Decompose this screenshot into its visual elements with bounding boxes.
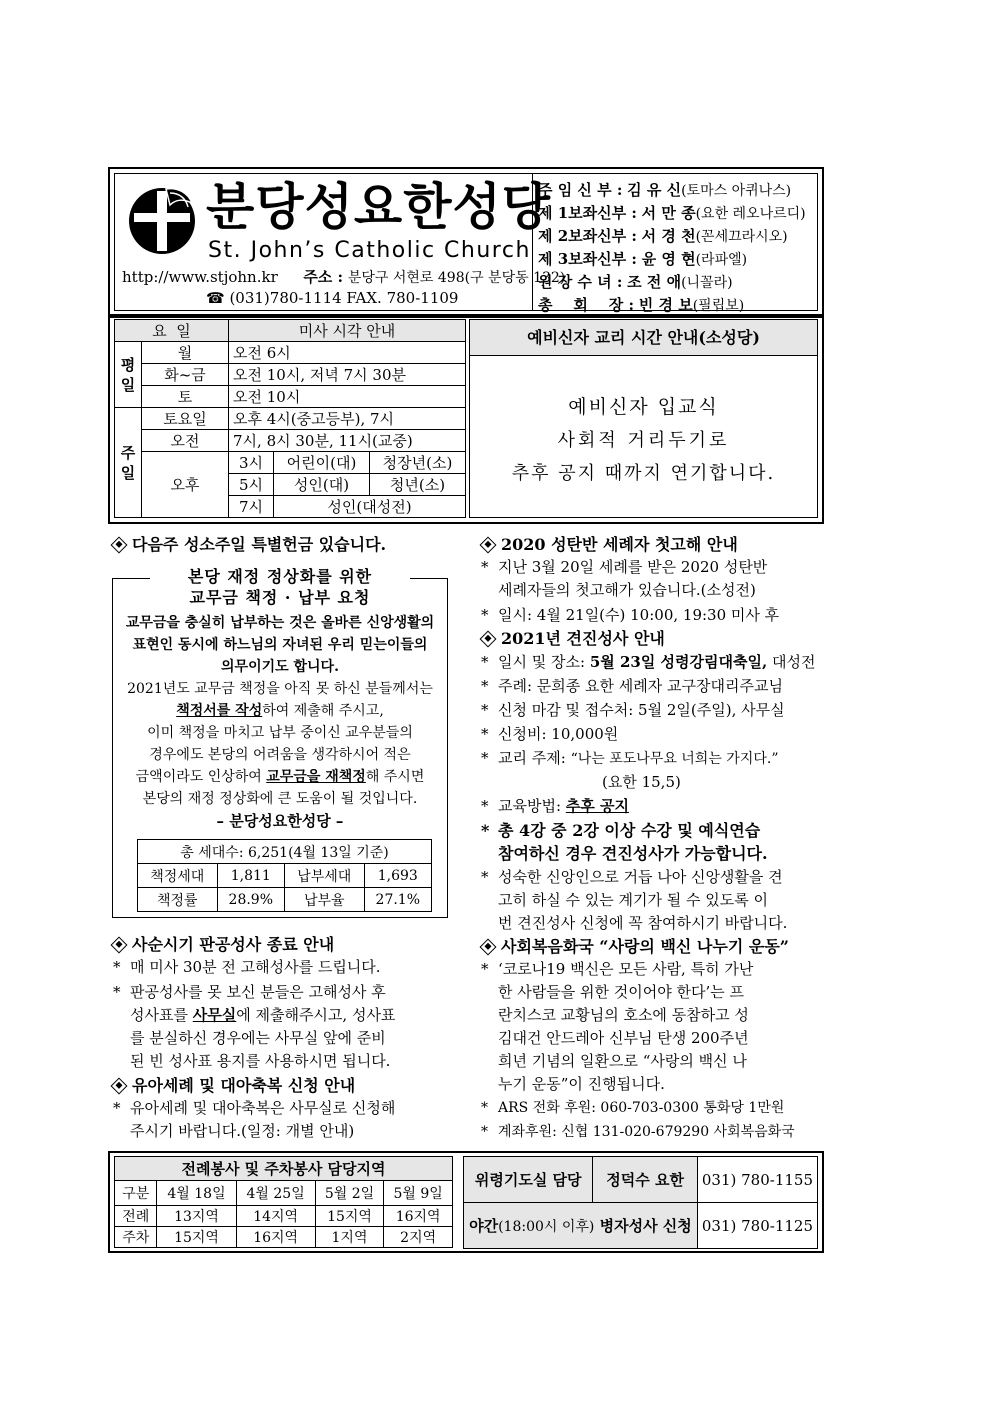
- time-cell: 7시, 8시 30분, 11시(교중): [229, 430, 466, 452]
- roster-col: 4월 18일: [157, 1181, 236, 1206]
- day-cell: 월: [142, 342, 229, 364]
- stats-label: 납부율: [284, 888, 364, 912]
- section-title-text: 2021년 견진성사 안내: [501, 629, 665, 648]
- staff-role: 제 1보좌신부 :: [538, 204, 637, 222]
- stats-label: 책정세대: [138, 864, 218, 888]
- staff-row: [538, 225, 820, 248]
- list-item: [110, 981, 450, 1073]
- staff-row: [538, 248, 820, 271]
- body-line: 이미 책정을 마치고 납부 중이신 교우분들의: [147, 725, 413, 741]
- list-item: [478, 747, 823, 794]
- staff-name: 서 경 천: [641, 227, 696, 245]
- sunday-label-text: 주일: [120, 443, 136, 482]
- item-line: 누기 운동”이 진행됩니다.: [498, 1075, 665, 1093]
- staff-name: 김 유 신: [627, 181, 682, 199]
- item-line: * 성숙한 신앙인으로 거듭 나아 신앙생활을 견: [498, 868, 783, 886]
- roster-cell: 15지역: [315, 1206, 384, 1227]
- weekday-label: [115, 342, 142, 408]
- contribution-stats-table: [137, 839, 432, 912]
- group-cell: 어린이(대): [274, 452, 370, 474]
- confirmation-items: [478, 651, 823, 935]
- staff-saint: (토마스 아퀴나스): [681, 183, 792, 199]
- roster-cell: 2지역: [384, 1227, 453, 1248]
- item-line: 주시기 바랍니다.(일정: 개별 안내): [130, 1122, 355, 1140]
- time-cell: 오전 10시: [229, 386, 466, 408]
- church-logo-icon: [126, 183, 198, 255]
- body-text: 해 주시면: [365, 769, 425, 785]
- roster-cell: 16지역: [384, 1206, 453, 1227]
- item-text: 교육방법:: [498, 797, 566, 815]
- section-title-first-confession: [482, 532, 738, 555]
- item-line: 란치스코 교황님의 호소에 동참하고 성: [498, 1006, 749, 1024]
- website-link[interactable]: http://www.stjohn.kr: [122, 268, 278, 286]
- body-line: 본당의 재정 정상화에 큰 도움이 될 것입니다.: [142, 791, 418, 807]
- underlined-text: 추후 공지: [565, 797, 629, 815]
- day-cell: 오후: [142, 452, 229, 518]
- service-roster-table: [114, 1156, 453, 1248]
- roster-col: 4월 25일: [236, 1181, 315, 1206]
- section-title-text: 2020 성탄반 세례자 첫고해 안내: [501, 535, 738, 554]
- item-line: 번 견진성사 신청에 꼭 참여하시기 바랍니다.: [498, 914, 788, 932]
- item-line: 희년 기념의 일환으로 “사랑의 백신 나: [498, 1052, 747, 1070]
- stats-label: 납부세대: [284, 864, 364, 888]
- staff-saint: (필립보): [692, 298, 745, 314]
- body-line: 교무금을 충실히 납부하는 것은 올바른 신앙생활의: [125, 615, 435, 631]
- staff-saint: (라파엘): [695, 252, 748, 268]
- time-cell: 오후 4시(중고등부), 7시: [229, 408, 466, 430]
- staff-row: [538, 179, 820, 202]
- staff-name: 조 전 애: [627, 273, 682, 291]
- staff-role: 제 2보좌신부 :: [538, 227, 637, 245]
- staff-list: [538, 179, 820, 317]
- lent-confession-items: [110, 956, 450, 1073]
- stats-value: 1,811: [217, 864, 284, 888]
- body-line: [114, 766, 446, 788]
- staff-role: 총 회 장 :: [538, 296, 635, 314]
- staff-name: 빈 경 보: [638, 296, 693, 314]
- item-line: 세례자들의 첫고해가 있습니다.(소성전): [498, 581, 756, 599]
- contact-name: 정덕수 요한: [593, 1157, 697, 1203]
- roster-row-label: 전례: [115, 1206, 157, 1227]
- item-text: “나는 포도나무요 너희는 가지다.”: [570, 751, 779, 767]
- diamond-bullet-icon: [111, 537, 128, 554]
- list-item: [478, 651, 823, 674]
- section-title-infant-baptism: [113, 1073, 355, 1096]
- item-line: * 유아세례 및 대아축복은 사무실로 신청해: [130, 1099, 396, 1117]
- weekday-label-text: 평일: [120, 355, 136, 394]
- list-item: [478, 556, 823, 602]
- roster-cell: 15지역: [157, 1227, 236, 1248]
- mass-times-table: [114, 319, 466, 518]
- item-line: 참여하신 경우 견진성사가 가능합니다.: [498, 844, 768, 863]
- catechumen-notice-line: 추후 공지 때까지 연기합니다.: [511, 463, 776, 484]
- body-text: 금액이라도 인상하여: [135, 769, 267, 785]
- list-item: * 매 미사 30분 전 고해성사를 드립니다.: [110, 956, 450, 979]
- staff-name: 윤 영 현: [641, 250, 696, 268]
- day-cell: 화~금: [142, 364, 229, 386]
- list-item: * 일시: 4월 21일(수) 10:00, 19:30 미사 후: [478, 604, 823, 627]
- item-line: [130, 1004, 450, 1027]
- list-item: * 주례: 문희종 요한 세례자 교구장대리주교님: [478, 675, 823, 698]
- staff-saint: (꼰세끄라시오): [695, 229, 788, 245]
- roster-cell: 1지역: [315, 1227, 384, 1248]
- contact-label-text: (18:00시 이후): [498, 1219, 595, 1235]
- contact-label-text: 병자성사 신청: [594, 1217, 692, 1235]
- list-item: [478, 795, 823, 818]
- stats-label: 책정률: [138, 888, 218, 912]
- item-line: 를 분실하신 경우에는 사무실 앞에 준비: [130, 1029, 386, 1047]
- church-title-korean: 분당성요한성당: [206, 178, 552, 236]
- item-text: 일시 및 장소:: [498, 653, 590, 671]
- item-line: * ‘코로나19 백신은 모든 사람, 특히 가난: [498, 960, 754, 978]
- day-cell: 오전: [142, 430, 229, 452]
- address-text: 분당구 서현로 498(구 분당동 132): [347, 270, 566, 286]
- stats-value: 27.1%: [364, 888, 431, 912]
- roster-col: 5월 9일: [384, 1181, 453, 1206]
- staff-saint: (요한 레오나르디): [695, 206, 806, 222]
- time-cell: 오전 6시: [229, 342, 466, 364]
- underlined-text: 책정서를 작성: [176, 703, 263, 719]
- section-title-text: 유아세례 및 대아축복 신청 안내: [132, 1076, 356, 1095]
- contribution-title-line: 본당 재정 정상화를 위한: [187, 567, 373, 586]
- diamond-bullet-icon: [480, 631, 497, 648]
- item-line: 한 사람들을 위한 것이어야 한다’는 프: [498, 983, 744, 1001]
- sunday-label: [115, 408, 142, 518]
- body-line: 표현인 동시에 하느님의 자녀된 우리 믿는이들의: [132, 637, 428, 653]
- staff-row: [538, 294, 820, 317]
- item-text: 에 제출해주시고, 성사표: [236, 1006, 396, 1024]
- contribution-title: [150, 566, 410, 608]
- catechumen-header: 예비신자 교리 시간 안내(소성당): [470, 320, 817, 356]
- hour-cell: 3시: [229, 452, 274, 474]
- roster-cell: 13지역: [157, 1206, 236, 1227]
- list-item: * 신청비: 10,000원: [478, 723, 823, 746]
- contact-label: [464, 1203, 698, 1249]
- list-item: [478, 819, 823, 865]
- body-line: 2021년도 교무금 책정을 아직 못 하신 분들께서는: [127, 681, 433, 697]
- roster-cell: 14지역: [236, 1206, 315, 1227]
- section-title-lent-confession: [113, 932, 334, 955]
- mass-col-time: 미사 시각 안내: [229, 320, 466, 342]
- signature-line: – 분당성요한성당 –: [216, 812, 344, 830]
- roster-col: 구분: [115, 1181, 157, 1206]
- list-item: [478, 958, 823, 1096]
- day-cell: 토: [142, 386, 229, 408]
- section-title-vaccine-sharing: [482, 934, 789, 957]
- contact-phone: 031) 780-1155: [697, 1157, 817, 1203]
- group-cell: 청년(소): [370, 474, 466, 496]
- stats-value: 28.9%: [217, 888, 284, 912]
- notice-text: 다음주 성소주일 특별헌금 있습니다.: [132, 535, 387, 554]
- catechumen-notice-line: 사회적 거리두기로: [557, 430, 730, 451]
- time-cell: 오전 10시, 저녁 7시 30분: [229, 364, 466, 386]
- item-line: 된 빈 성사표 용지를 사용하시면 됩니다.: [130, 1052, 391, 1070]
- staff-row: [538, 202, 820, 225]
- contact-label-text: 야간: [469, 1217, 499, 1235]
- stats-header: 총 세대수: 6,251(4월 13일 기준): [138, 840, 432, 864]
- list-item: * 신청 마감 및 접수처: 5월 2일(주일), 사무실: [478, 699, 823, 722]
- diamond-bullet-icon: [111, 937, 128, 954]
- body-line: [114, 700, 446, 722]
- body-text: 하여 제출해 주시고,: [262, 703, 384, 719]
- staff-role: 원 장 수 녀 :: [538, 273, 623, 291]
- list-item: * 계좌후원: 신협 131-020-679290 사회복음화국: [478, 1121, 823, 1144]
- roster-cell: 16지역: [236, 1227, 315, 1248]
- mass-col-day: 요 일: [115, 320, 229, 342]
- contact-table: [463, 1156, 818, 1249]
- contact-phone: 031) 780-1125: [697, 1203, 817, 1249]
- contact-line: [122, 266, 565, 287]
- notice-vocation-sunday: [113, 532, 386, 555]
- address-label: 주소 :: [303, 268, 344, 286]
- section-title-confirmation: [482, 626, 665, 649]
- hour-cell: 7시: [229, 496, 274, 518]
- list-item: * ARS 전화 후원: 060-703-0300 통화당 1만원: [478, 1097, 823, 1120]
- catechumen-notice-title: 예비신자 입교식: [568, 396, 719, 418]
- infant-baptism-items: [110, 1097, 450, 1143]
- day-cell: 토요일: [142, 408, 229, 430]
- diamond-bullet-icon: [480, 537, 497, 554]
- item-line: * 지난 3월 20일 세례를 받은 2020 성탄반: [498, 558, 768, 576]
- hour-cell: 5시: [229, 474, 274, 496]
- vaccine-sharing-items: [478, 958, 823, 1144]
- item-line: * 총 4강 중 2강 이상 수강 및 예식연습: [498, 821, 761, 840]
- diamond-bullet-icon: [480, 939, 497, 956]
- roster-row-label: 주차: [115, 1227, 157, 1248]
- staff-role: 제 3보좌신부 :: [538, 250, 637, 268]
- phone-line: ☎ (031)780-1114 FAX. 780-1109: [206, 289, 459, 307]
- item-text: 대성전: [767, 653, 816, 671]
- body-line: 의무이기도 합니다.: [221, 659, 339, 675]
- item-text: (요한 15,5): [602, 773, 681, 791]
- group-cell: 성인(대): [274, 474, 370, 496]
- contact-label: 위령기도실 담당: [464, 1157, 593, 1203]
- underlined-text: 교무금을 재책정: [266, 769, 366, 785]
- staff-name: 서 만 종: [641, 204, 696, 222]
- item-bold-text: 5월 23일 성령강림대축일,: [589, 653, 768, 671]
- group-cell: 청장년(소): [370, 452, 466, 474]
- church-title-english: St. John’s Catholic Church: [208, 238, 531, 263]
- item-line: 고히 하실 수 있는 계기가 될 수 있도록 이: [498, 891, 768, 909]
- underlined-text: 사무실: [192, 1006, 237, 1024]
- diamond-bullet-icon: [111, 1078, 128, 1095]
- contribution-body: [114, 612, 446, 832]
- section-title-text: 사회복음화국 “사랑의 백신 나누기 운동”: [501, 937, 789, 956]
- service-roster-header: 전례봉사 및 주차봉사 담당지역: [115, 1157, 453, 1181]
- item-text: 교리 주제:: [498, 749, 571, 767]
- staff-saint: (니꼴라): [681, 275, 733, 291]
- item-text: 성사표를: [130, 1006, 193, 1024]
- first-confession-items: [478, 556, 823, 627]
- roster-col: 5월 2일: [315, 1181, 384, 1206]
- contribution-title-line: 교무금 책정 · 납부 요청: [189, 588, 371, 607]
- staff-role: 주 임 신 부 :: [538, 181, 623, 199]
- group-cell: 성인(대성전): [274, 496, 466, 518]
- body-line: 경우에도 본당의 어려움을 생각하시어 적은: [149, 747, 411, 763]
- item-line: * 판공성사를 못 보신 분들은 고해성사 후: [130, 983, 386, 1001]
- stats-value: 1,693: [364, 864, 431, 888]
- section-title-text: 사순시기 판공성사 종료 안내: [132, 935, 335, 954]
- item-line: 김대건 안드레아 신부님 탄생 200주년: [498, 1029, 749, 1047]
- staff-row: [538, 271, 820, 294]
- list-item: [110, 1097, 450, 1143]
- list-item: [478, 866, 823, 935]
